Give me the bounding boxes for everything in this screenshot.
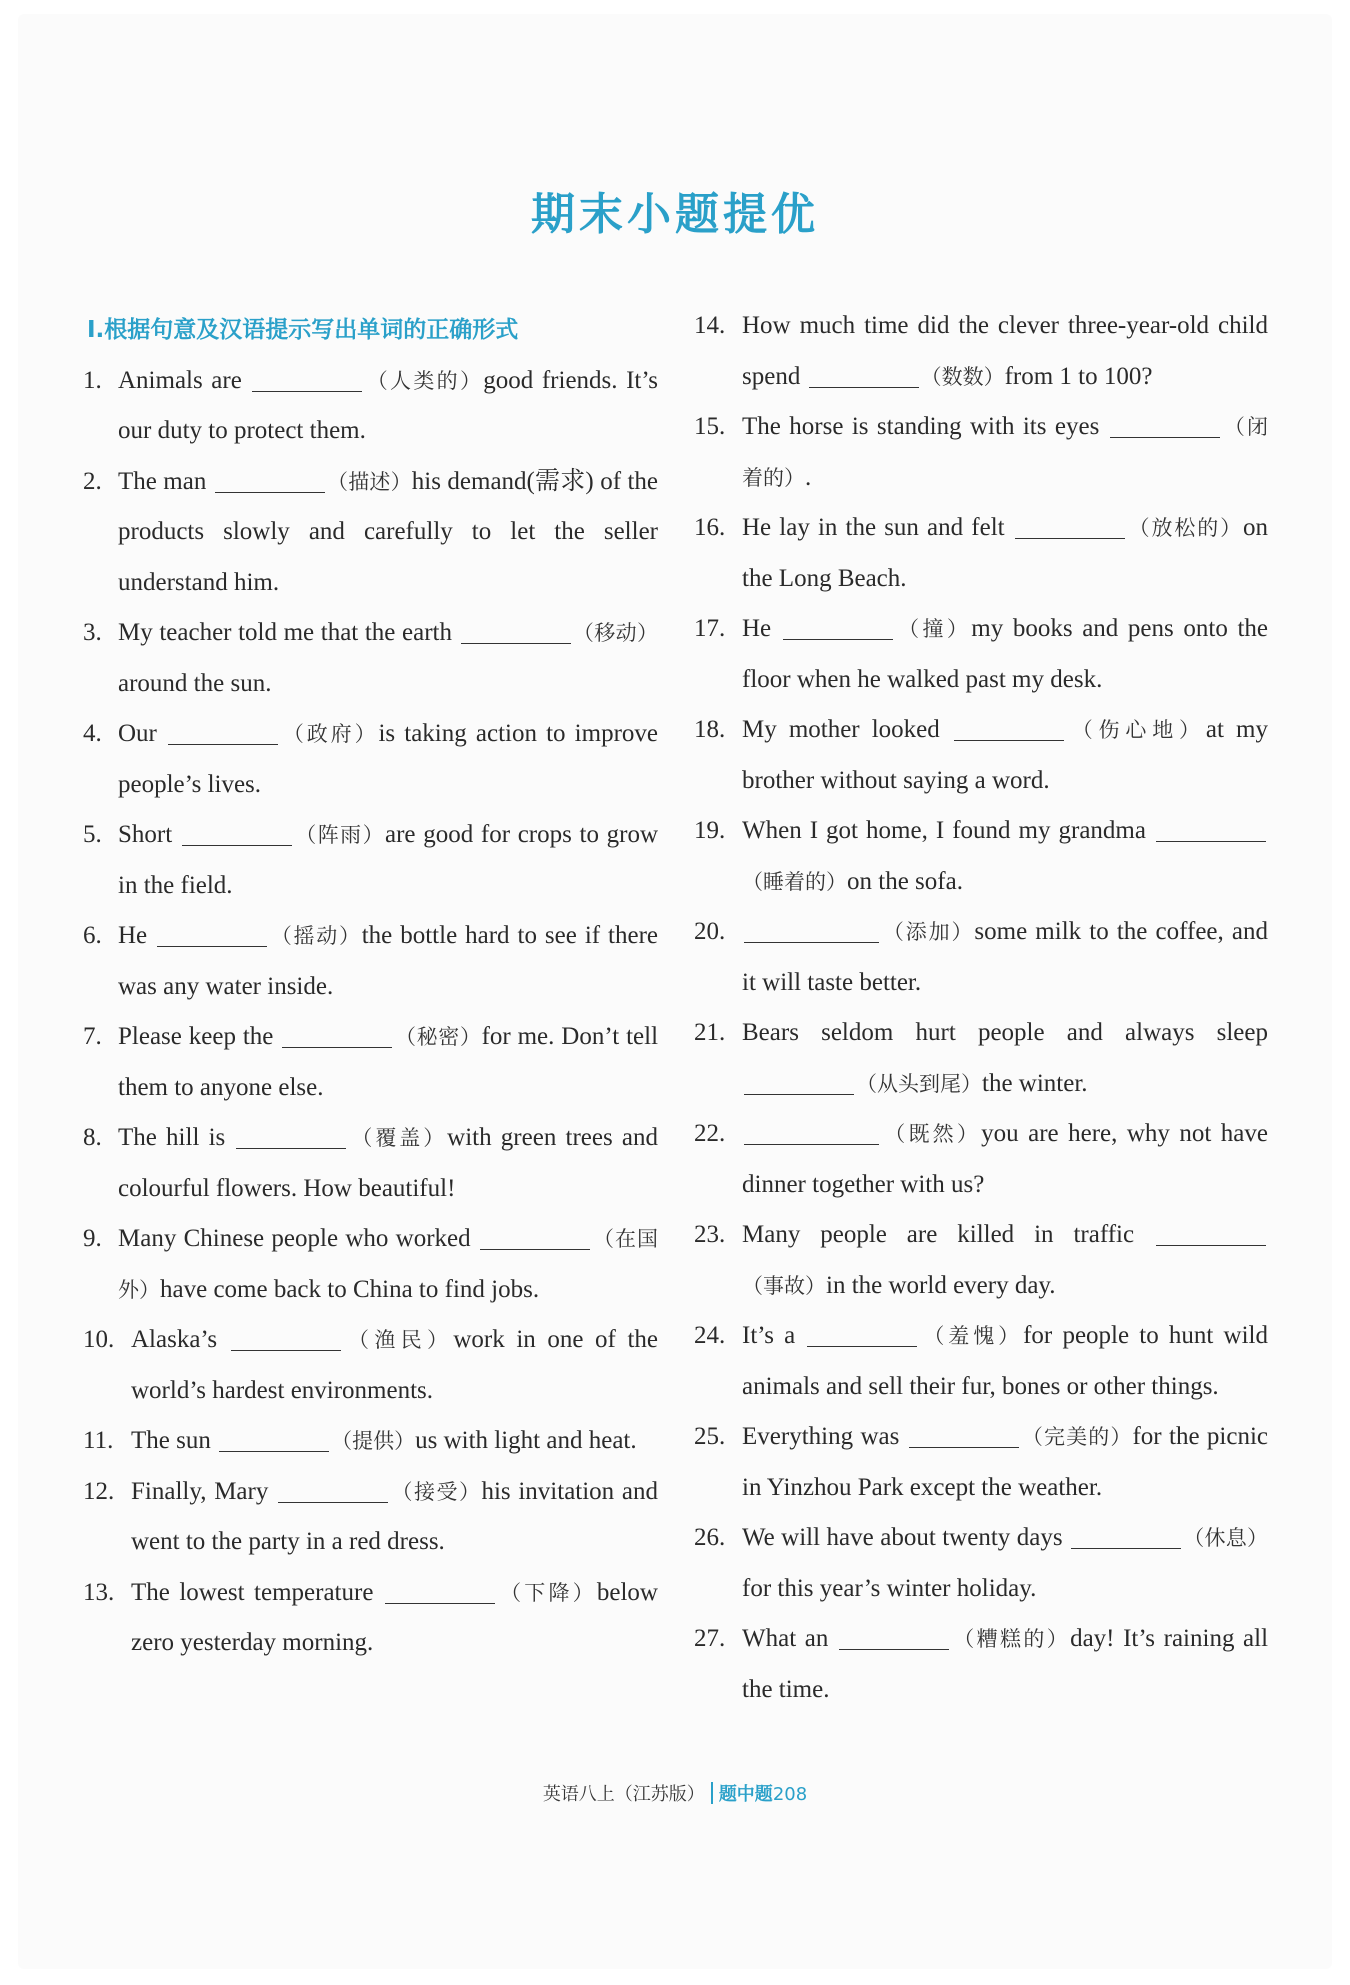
question-text-before: Our	[118, 720, 157, 747]
chinese-hint: （休息）	[1183, 1526, 1269, 1550]
question-number: 5.	[83, 821, 102, 848]
question-item	[694, 1513, 1268, 1614]
question-item	[83, 1467, 658, 1568]
question-text-before: My teacher told me that the earth	[118, 619, 452, 646]
answer-blank[interactable]	[1156, 811, 1266, 842]
question-text-after: his invitation and went to the party in a red dress.	[131, 1477, 658, 1555]
question-number: 24.	[694, 1322, 726, 1349]
chinese-hint: （接受）	[390, 1479, 482, 1504]
answer-blank[interactable]	[236, 1118, 346, 1149]
question-text-after: some milk to the coffee, and it will taste better.	[742, 918, 1268, 996]
question-item	[694, 1109, 1268, 1210]
question-text-after: you are here, why not have dinner together with us?	[742, 1120, 1269, 1198]
question-number: 8.	[83, 1124, 102, 1151]
question-text-after: the winter.	[982, 1069, 1088, 1097]
chinese-hint: （撞）	[894, 617, 972, 641]
question-text-after: at my brother without saying a word.	[742, 716, 1268, 794]
question-number: 19.	[694, 817, 726, 844]
answer-blank[interactable]	[157, 916, 267, 947]
chinese-hint: （描述）	[326, 469, 412, 494]
chinese-hint: （伤心地）	[1065, 718, 1206, 742]
question-text-before: Bears seldom hurt people and always sleep	[742, 1019, 1268, 1046]
chinese-hint: （政府）	[280, 722, 379, 746]
question-item	[83, 1012, 658, 1113]
chinese-hint: （覆盖）	[348, 1126, 448, 1150]
question-text-before: The horse is standing with its eyes	[742, 413, 1100, 440]
answer-blank[interactable]	[744, 1114, 879, 1145]
chinese-hint: （摇动）	[269, 924, 362, 948]
question-text-before: The lowest temperature	[131, 1578, 374, 1606]
answer-blank[interactable]	[744, 1064, 854, 1095]
footer-page-number: 208	[772, 1784, 808, 1805]
answer-blank[interactable]	[480, 1219, 590, 1250]
question-text-before: The man	[118, 467, 207, 495]
question-item	[694, 301, 1268, 402]
question-item	[83, 911, 658, 1012]
answer-blank[interactable]	[783, 609, 893, 640]
question-text-before: It’s a	[742, 1322, 796, 1349]
chinese-hint: （闭着的）	[742, 415, 1269, 490]
chinese-hint: （在国外）	[118, 1227, 658, 1302]
question-text-after: us with light and heat.	[415, 1427, 637, 1454]
question-text-before: Many Chinese people who worked	[118, 1225, 471, 1252]
question-item	[83, 1568, 658, 1669]
chinese-hint: （渔民）	[342, 1328, 454, 1352]
page-footer	[0, 1780, 1350, 1806]
question-text-after: have come back to China to find jobs.	[160, 1275, 540, 1303]
question-number: 14.	[694, 312, 726, 339]
question-item	[694, 1614, 1268, 1715]
question-text-before: What an	[742, 1625, 829, 1652]
question-text-before: We will have about twenty days	[742, 1524, 1063, 1551]
question-number: 6.	[83, 922, 102, 949]
chinese-hint: （事故）	[742, 1273, 826, 1298]
question-number: 4.	[83, 720, 102, 747]
footer-tag: 题中题	[718, 1784, 773, 1805]
question-item	[694, 503, 1268, 604]
question-text-before: How much time did the clever three-year-old child spend	[742, 312, 1268, 390]
question-text-before: The hill is	[118, 1124, 226, 1151]
question-item	[83, 608, 658, 709]
question-item	[694, 1412, 1268, 1513]
question-item	[694, 705, 1268, 806]
answer-blank[interactable]	[168, 714, 278, 745]
chinese-hint: （羞愧）	[919, 1324, 1024, 1348]
question-text-after: his demand(需求) of the products slowly and carefully to let the seller understand him.	[118, 467, 659, 596]
footer-separator	[711, 1782, 713, 1804]
answer-blank[interactable]	[1156, 1215, 1266, 1246]
question-number: 26.	[694, 1524, 726, 1551]
question-text-before: Many people are killed in traffic	[742, 1221, 1135, 1248]
question-text-before: When I got home, I found my grandma	[742, 817, 1146, 844]
answer-blank[interactable]	[1015, 508, 1125, 539]
answer-blank[interactable]	[809, 357, 919, 388]
answer-blank[interactable]	[807, 1316, 917, 1347]
question-item	[83, 1315, 658, 1416]
answer-blank[interactable]	[744, 912, 879, 943]
question-item	[694, 806, 1268, 907]
question-number: 11.	[83, 1427, 114, 1454]
question-number: 25.	[694, 1423, 726, 1450]
question-number: 23.	[694, 1221, 726, 1248]
question-text-after: on the sofa.	[847, 867, 963, 895]
question-text-after: below zero yesterday morning.	[131, 1578, 658, 1656]
answer-blank[interactable]	[182, 815, 292, 846]
question-number: 1.	[83, 366, 102, 394]
page-title: 期末小题提优	[531, 189, 819, 240]
question-list-left	[83, 356, 658, 1669]
question-text-before: Short	[118, 821, 173, 848]
section-heading: Ⅰ.根据句意及汉语提示写出单词的正确形式	[87, 317, 519, 343]
question-item	[83, 457, 658, 609]
question-number: 20.	[694, 918, 726, 945]
question-item	[694, 402, 1268, 503]
answer-blank[interactable]	[278, 1472, 388, 1503]
question-text-after: for this year’s winter holiday.	[742, 1574, 1037, 1602]
question-text-after: day! It’s raining all the time.	[742, 1625, 1269, 1703]
question-text-before: He lay in the sun and felt	[742, 514, 1005, 541]
question-number: 18.	[694, 716, 726, 743]
answer-blank[interactable]	[282, 1017, 392, 1048]
question-text-after: the bottle hard to see if there was any water inside.	[118, 922, 659, 1000]
chinese-hint: （睡着的）	[742, 869, 847, 894]
question-number: 13.	[83, 1578, 115, 1606]
question-number: 21.	[694, 1019, 726, 1046]
answer-blank[interactable]	[1071, 1518, 1181, 1549]
question-text-after: work in one of the world’s hardest environments.	[131, 1326, 659, 1404]
answer-blank[interactable]	[461, 613, 571, 644]
chinese-hint: （下降）	[496, 1580, 597, 1605]
question-number: 10.	[83, 1326, 115, 1353]
question-text-after: .	[805, 463, 812, 491]
question-item	[694, 907, 1268, 1008]
answer-blank[interactable]	[385, 1573, 495, 1604]
chinese-hint: （人类的）	[364, 368, 484, 393]
question-text-before: Everything was	[742, 1423, 900, 1450]
question-text-after: around the sun.	[118, 669, 272, 697]
question-item	[694, 1008, 1268, 1109]
question-text-before: My mother looked	[742, 716, 940, 743]
right-column	[694, 305, 1268, 1715]
question-item	[83, 1214, 658, 1315]
question-text-after: are good for crops to grow in the field.	[118, 821, 659, 899]
chinese-hint: （数数）	[920, 364, 1005, 389]
question-number: 12.	[83, 1477, 115, 1505]
question-item	[83, 1416, 658, 1467]
question-item	[83, 810, 658, 911]
answer-blank[interactable]	[1110, 407, 1220, 438]
footer-book: 英语八上（江苏版）	[542, 1784, 705, 1805]
answer-blank[interactable]	[839, 1619, 949, 1650]
question-text-after: my books and pens onto the floor when he walked past my desk.	[742, 615, 1268, 693]
question-number: 2.	[83, 467, 102, 495]
question-item	[83, 1113, 658, 1214]
question-text-after: for people to hunt wild animals and sell their fur, bones or other things.	[742, 1322, 1268, 1400]
chinese-hint: （移动）	[572, 621, 659, 645]
question-text-after: on the Long Beach.	[742, 514, 1269, 592]
question-item	[694, 1311, 1268, 1412]
chinese-hint: （提供）	[331, 1429, 416, 1453]
question-number: 16.	[694, 514, 726, 541]
question-list-right	[694, 301, 1268, 1715]
question-text-before: He	[742, 615, 772, 642]
chinese-hint: （秘密）	[394, 1025, 482, 1049]
question-item	[694, 604, 1268, 705]
question-text-before: Alaska’s	[131, 1326, 218, 1353]
question-text-before: He	[118, 922, 148, 949]
question-text-before: Finally, Mary	[131, 1477, 269, 1505]
question-text-after: good friends. It’s our duty to protect them.	[118, 366, 659, 444]
question-text-after: for me. Don’t tell them to anyone else.	[118, 1023, 659, 1101]
question-number: 27.	[694, 1625, 726, 1652]
question-item	[83, 709, 658, 810]
question-item	[694, 1210, 1268, 1311]
chinese-hint: （放松的）	[1126, 516, 1244, 540]
answer-blank[interactable]	[219, 1421, 329, 1452]
question-number: 3.	[83, 619, 102, 646]
question-text-before: Please keep the	[118, 1023, 274, 1050]
answer-blank[interactable]	[252, 361, 362, 392]
question-item	[83, 356, 658, 457]
question-text-after: with green trees and colourful flowers. How beautiful!	[118, 1124, 658, 1202]
question-text-after: from 1 to 100?	[1004, 362, 1153, 390]
chinese-hint: （从头到尾）	[856, 1071, 982, 1096]
chinese-hint: （糟糕的）	[950, 1627, 1071, 1651]
chinese-hint: （添加）	[881, 920, 975, 944]
left-column	[83, 305, 658, 1669]
answer-blank[interactable]	[215, 462, 325, 493]
answer-blank[interactable]	[954, 710, 1064, 741]
chinese-hint: （既然）	[881, 1122, 982, 1146]
answer-blank[interactable]	[231, 1320, 341, 1351]
chinese-hint: （完美的）	[1020, 1425, 1133, 1449]
question-number: 22.	[694, 1120, 726, 1147]
question-text-after: in the world every day.	[826, 1271, 1056, 1299]
question-number: 7.	[83, 1023, 102, 1050]
question-number: 9.	[83, 1225, 102, 1252]
question-text-after: for the picnic in Yinzhou Park except the weather.	[742, 1423, 1268, 1501]
chinese-hint: （阵雨）	[293, 823, 385, 847]
answer-blank[interactable]	[909, 1417, 1019, 1448]
question-text-before: Animals are	[118, 366, 242, 394]
question-text-after: is taking action to improve people’s lives.	[118, 720, 658, 798]
question-number: 17.	[694, 615, 726, 642]
question-number: 15.	[694, 413, 726, 440]
question-text-before: The sun	[131, 1427, 211, 1454]
